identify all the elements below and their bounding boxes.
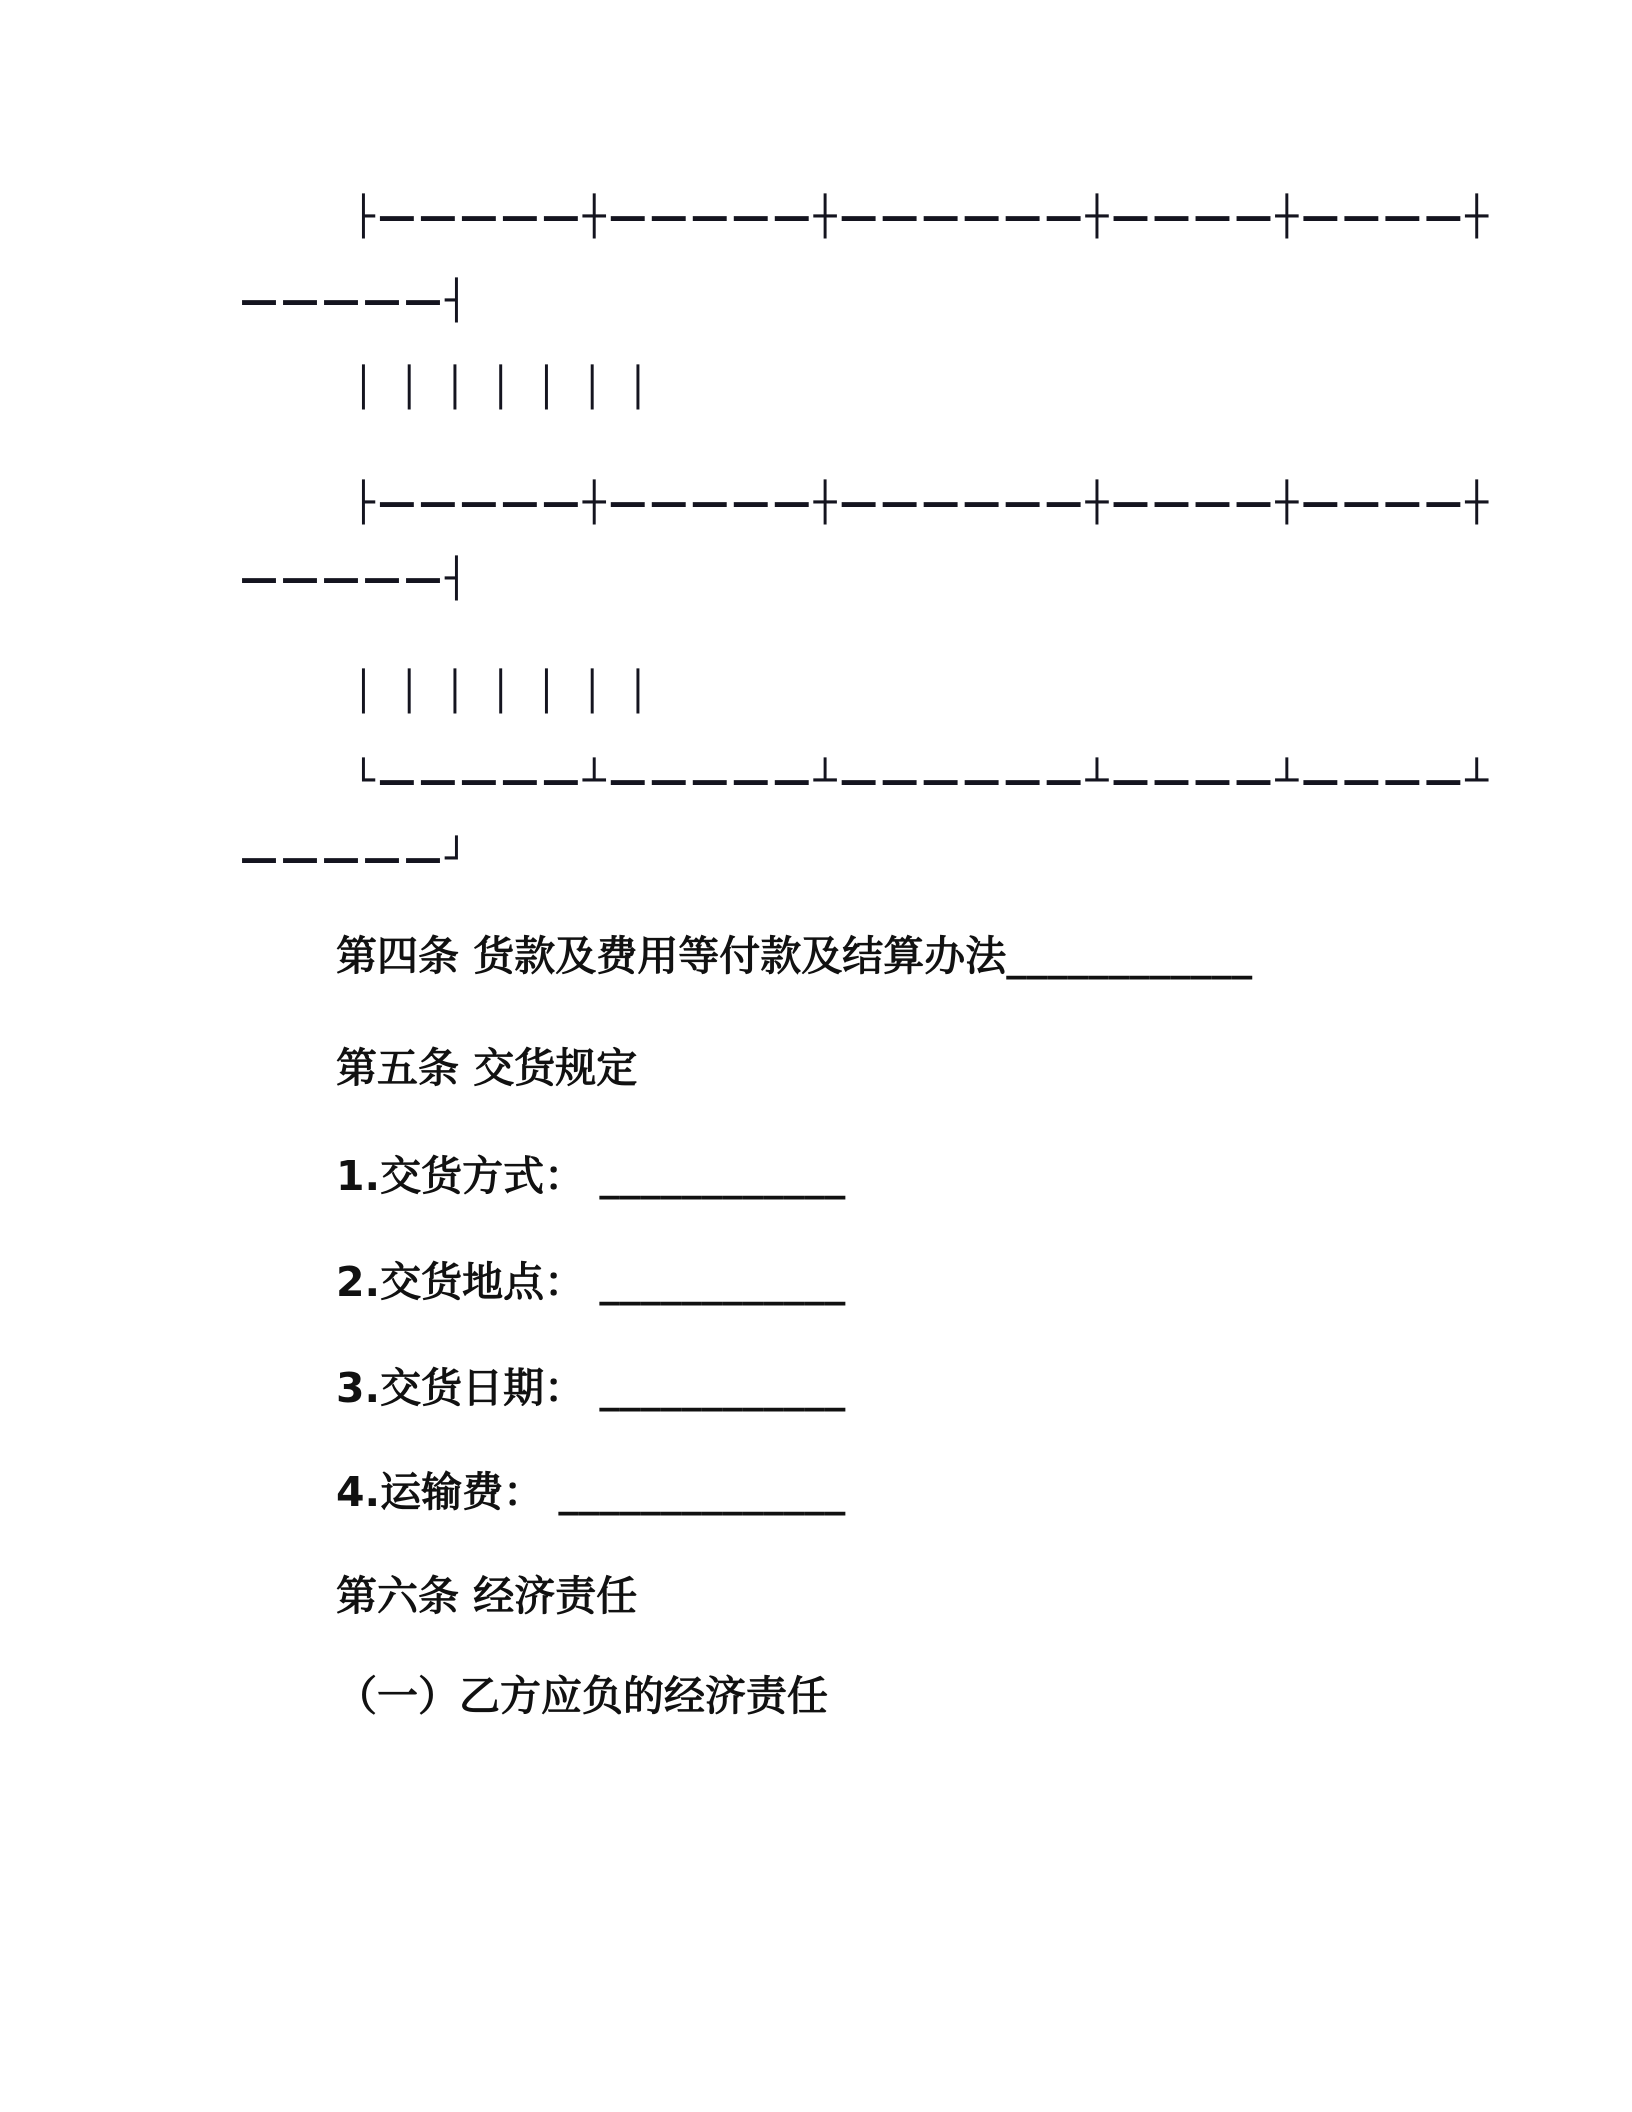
clause-5-item-2-delivery-place: 2.交货地点： ____________ (336, 1258, 846, 1306)
clause-6-sub-1: （一）乙方应负的经济责任 (336, 1672, 828, 1720)
table-cell-divider-row-1: │ │ │ │ │ │ │ (352, 365, 650, 409)
clause-4-heading: 第四条 货款及费用等付款及结算办法____________ (336, 932, 1253, 980)
clause-5-heading: 第五条 交货规定 (336, 1044, 638, 1092)
clause-5-item-1-delivery-method: 1.交货方式： ____________ (336, 1152, 846, 1200)
clause-5-item-3-delivery-date: 3.交货日期： ____________ (336, 1364, 846, 1412)
clause-5-item-4-freight: 4.运输费： ______________ (336, 1468, 846, 1516)
table-bottom-border-row-wrap: —————┘ (240, 836, 471, 880)
table-border-row-2-wrap: —————┤ (240, 556, 471, 600)
table-bottom-border-row: └—————┴—————┴——————┴————┴————┴ (352, 758, 1492, 802)
clause-6-heading: 第六条 经济责任 (336, 1572, 638, 1620)
table-border-row-1-wrap: —————┤ (240, 278, 471, 322)
table-cell-divider-row-2: │ │ │ │ │ │ │ (352, 669, 650, 713)
table-border-row-2: ├—————┼—————┼——————┼————┼————┼ (352, 480, 1492, 524)
table-border-row-1: ├—————┼—————┼——————┼————┼————┼ (352, 194, 1492, 238)
